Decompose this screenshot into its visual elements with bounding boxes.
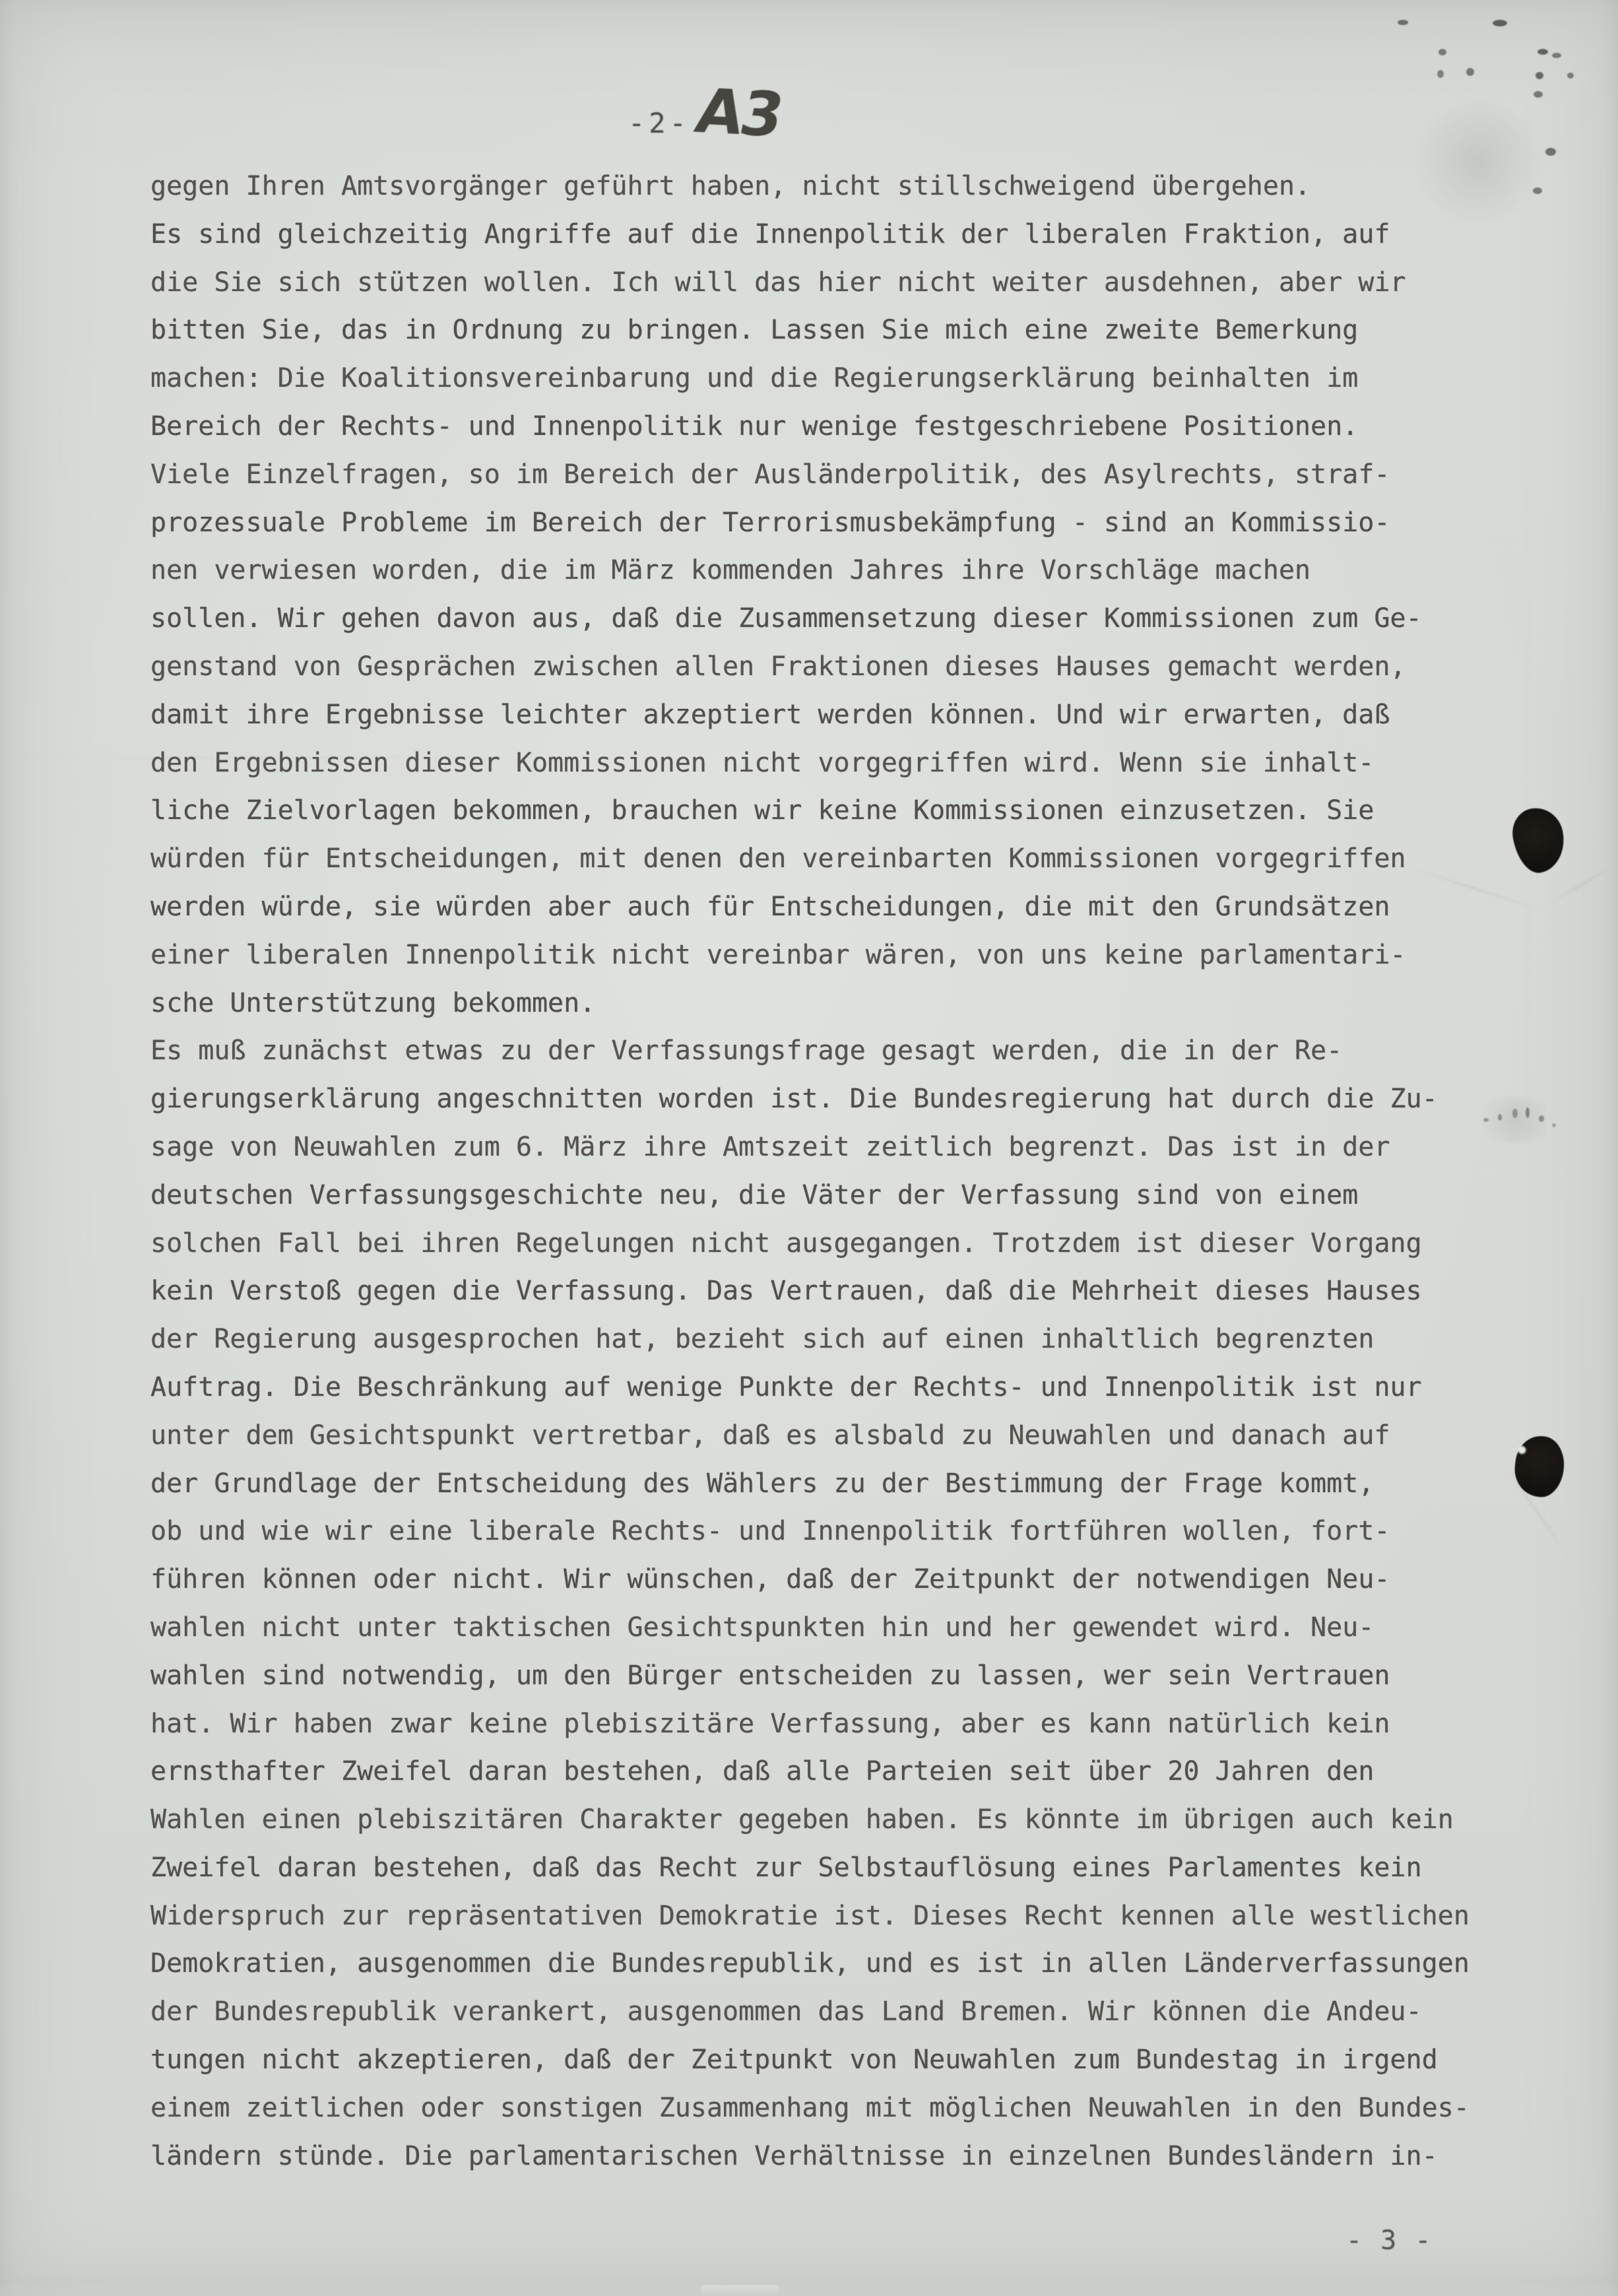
text-line: Zweifel daran bestehen, daß das Recht zur Selbstauflösung eines Parlamentes kein <box>150 1852 1422 1883</box>
text-line: solchen Fall bei ihren Regelungen nicht ausgegangen. Trotzdem ist dieser Vorgang <box>150 1228 1422 1259</box>
text-line: Demokratien, ausgenommen die Bundesrepublik, und es ist in allen Länderverfassungen <box>150 1948 1470 1979</box>
text-line: den Ergebnissen dieser Kommissionen nicht vorgegriffen wird. Wenn sie inhalt- <box>150 747 1375 778</box>
page-number-header: -2- <box>628 107 690 139</box>
handwritten-annotation: A3 <box>690 75 788 151</box>
text-line: Wahlen einen plebiszitären Charakter gegeben haben. Es könnte im übrigen auch kein <box>150 1804 1454 1835</box>
scan-bottom-edge <box>0 2283 1618 2296</box>
text-line: prozessuale Probleme im Bereich der Terrorismusbekämpfung - sind an Kommissio- <box>150 507 1390 538</box>
pencil-speck <box>1512 1109 1518 1118</box>
text-line: werden würde, sie würden aber auch für Entscheidungen, die mit den Grundsätzen <box>150 891 1390 922</box>
text-line: Bereich der Rechts- und Innenpolitik nur wenige festgeschriebene Positionen. <box>150 410 1359 442</box>
pencil-speck <box>1539 1115 1544 1122</box>
pencil-speck <box>1552 1123 1556 1127</box>
text-line: einem zeitlichen oder sonstigen Zusammenhang mit möglichen Neuwahlen in den Bundes- <box>150 2092 1470 2123</box>
pencil-speck <box>1498 1114 1502 1121</box>
scan-speck <box>1537 49 1548 55</box>
page-header <box>0 0 1618 172</box>
scan-speck <box>1493 20 1507 26</box>
text-line: ob und wie wir eine liberale Rechts- und Innenpolitik fortführen wollen, fort- <box>150 1516 1390 1547</box>
text-line: nen verwiesen worden, die im März kommenden Jahres ihre Vorschläge machen <box>150 555 1311 586</box>
scan-speck <box>1545 148 1556 156</box>
text-line: bitten Sie, das in Ordnung zu bringen. Lassen Sie mich eine zweite Bemerkung <box>150 315 1359 346</box>
text-line: einer liberalen Innenpolitik nicht vereinbar wären, von uns keine parlamentari- <box>150 939 1406 970</box>
text-line: kein Verstoß gegen die Verfassung. Das Vertrauen, daß die Mehrheit dieses Hauses <box>150 1276 1422 1307</box>
scan-speck <box>1398 20 1408 25</box>
text-line: gegen Ihren Amtsvorgänger geführt haben, nicht stillschweigend übergehen. <box>150 171 1311 201</box>
paper-crease <box>0 756 594 758</box>
pencil-speck <box>1526 1107 1530 1118</box>
text-line: liche Zielvorlagen bekommen, brauchen wir keine Kommissionen einzusetzen. Sie <box>150 795 1375 826</box>
scan-speck <box>1437 70 1444 78</box>
text-line: der Bundesrepublik verankert, ausgenommen das Land Bremen. Wir können die Andeu- <box>150 1996 1422 2027</box>
text-line: sage von Neuwahlen zum 6. März ihre Amtszeit zeitlich begrenzt. Das ist in der <box>150 1131 1390 1162</box>
text-line: ländern stünde. Die parlamentarischen Verhältnisse in einzelnen Bundesländern in- <box>150 2140 1438 2171</box>
scan-speck <box>1536 72 1543 79</box>
scan-bottom-notch <box>701 2285 779 2296</box>
text-line: ernsthafter Zweifel daran bestehen, daß alle Parteien seit über 20 Jahren den <box>150 1756 1375 1787</box>
scan-speck <box>1533 187 1542 194</box>
text-line: der Regierung ausgesprochen hat, bezieht sich auf einen inhaltlich begrenzten <box>150 1324 1375 1355</box>
text-line: wahlen sind notwendig, um den Bürger entscheiden zu lassen, wer sein Vertrauen <box>150 1660 1390 1691</box>
scan-speck <box>1466 68 1474 76</box>
text-line: würden für Entscheidungen, mit denen den vereinbarten Kommissionen vorgegriffen <box>150 843 1406 874</box>
page-number-footer: - 3 - <box>1346 2225 1433 2256</box>
document-text <box>150 162 1536 2180</box>
text-line: machen: Die Koalitionsvereinbarung und die Regierungserklärung beinhalten im <box>150 363 1359 394</box>
text-line: wahlen nicht unter taktischen Gesichtspunkten hin und her gewendet wird. Neu- <box>150 1612 1375 1643</box>
text-line: deutschen Verfassungsgeschichte neu, die Väter der Verfassung sind von einem <box>150 1179 1359 1210</box>
text-line: sche Unterstützung bekommen. <box>150 987 596 1018</box>
text-line: der Grundlage der Entscheidung des Wählers zu der Bestimmung der Frage kommt, <box>150 1468 1375 1499</box>
scan-speck <box>1439 49 1446 55</box>
scan-speck <box>1552 53 1561 58</box>
scan-speck <box>1534 91 1543 98</box>
text-line: hat. Wir haben zwar keine plebiszitäre Verfassung, aber es kann natürlich kein <box>150 1708 1390 1739</box>
text-line: Widerspruch zur repräsentativen Demokratie ist. Dieses Recht kennen alle westlichen <box>150 1900 1470 1931</box>
text-line: genstand von Gesprächen zwischen allen Fraktionen dieses Hauses gemacht werden, <box>150 651 1406 682</box>
text-line: sollen. Wir gehen davon aus, daß die Zusammensetzung dieser Kommissionen zum Ge- <box>150 603 1422 634</box>
text-line: unter dem Gesichtspunkt vertretbar, daß es alsbald zu Neuwahlen und danach auf <box>150 1420 1390 1451</box>
text-line: Auftrag. Die Beschränkung auf wenige Punkte der Rechts- und Innenpolitik ist nur <box>150 1371 1422 1402</box>
text-line: Viele Einzelfragen, so im Bereich der Ausländerpolitik, des Asylrechts, straf- <box>150 459 1390 490</box>
text-line: Es sind gleichzeitig Angriffe auf die Innenpolitik der liberalen Fraktion, auf <box>150 218 1390 249</box>
text-line: gierungserklärung angeschnitten worden ist. Die Bundesregierung hat durch die Zu- <box>150 1084 1438 1115</box>
text-line: führen können oder nicht. Wir wünschen, daß der Zeitpunkt der notwendigen Neu- <box>150 1564 1390 1595</box>
scan-speck <box>1567 73 1574 79</box>
paper-crease <box>1543 863 1618 908</box>
text-line: damit ihre Ergebnisse leichter akzeptiert werden können. Und wir erwarten, daß <box>150 699 1390 730</box>
pencil-speck <box>1483 1118 1489 1122</box>
text-line: die Sie sich stützen wollen. Ich will das hier nicht weiter ausdehnen, aber wir <box>150 267 1406 298</box>
text-line: tungen nicht akzeptieren, daß der Zeitpunkt von Neuwahlen zum Bundestag in irgend <box>150 2045 1438 2076</box>
text-line: Es muß zunächst etwas zu der Verfassungsfrage gesagt werden, die in der Re- <box>150 1035 1343 1066</box>
